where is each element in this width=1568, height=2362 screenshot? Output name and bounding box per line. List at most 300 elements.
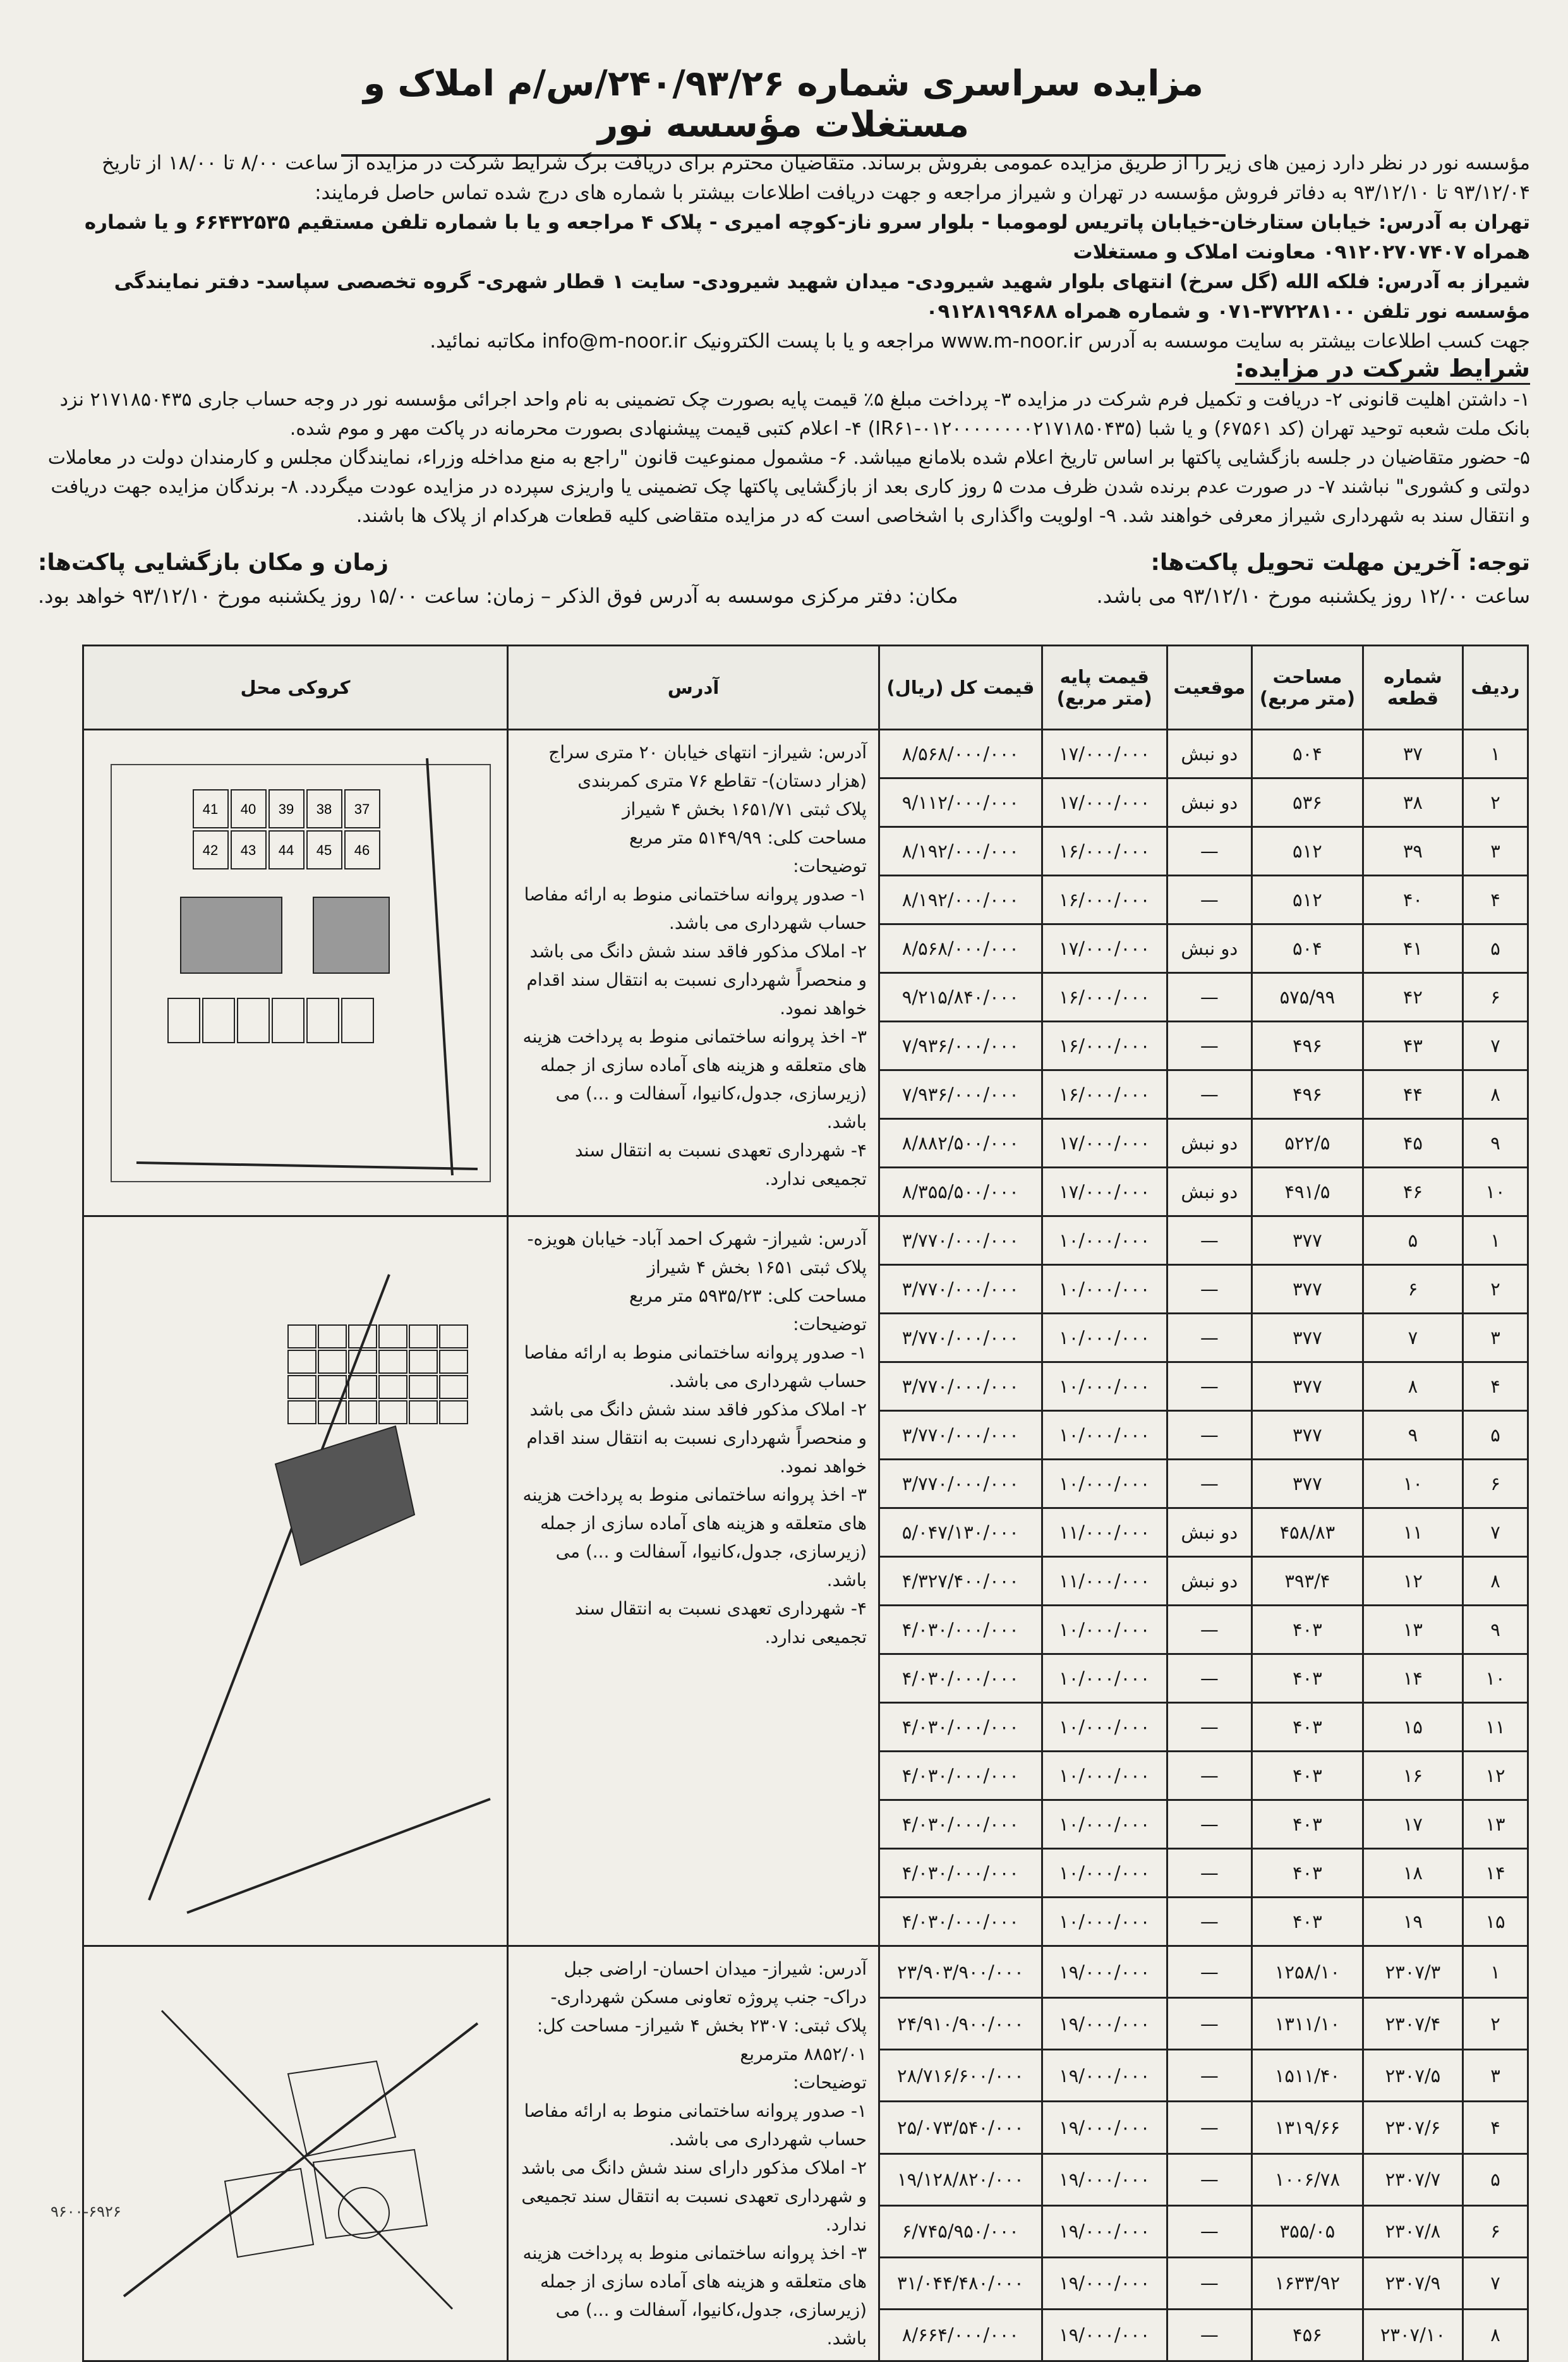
table-cell: — [1167, 1216, 1251, 1265]
table-cell: ۴۹۱/۵ [1251, 1168, 1363, 1216]
table-cell: ۱۹ [1363, 1898, 1462, 1946]
table-cell: ۸/۸۸۲/۵۰۰/۰۰۰ [879, 1119, 1042, 1168]
table-cell: ۶ [1462, 2205, 1528, 2257]
table-cell: ۳۷۷ [1251, 1460, 1363, 1508]
table-cell: ۷ [1462, 2257, 1528, 2309]
table-cell: ۱۹/۰۰۰/۰۰۰ [1042, 1998, 1167, 2050]
col-header: آدرس [508, 646, 879, 730]
table-cell: ۹/۱۱۲/۰۰۰/۰۰۰ [879, 778, 1042, 827]
table-cell: ۱۴ [1363, 1654, 1462, 1703]
table-cell: ۴/۰۳۰/۰۰۰/۰۰۰ [879, 1654, 1042, 1703]
table-cell: ۲ [1462, 778, 1528, 827]
col-header: قیمت کل (ریال) [879, 646, 1042, 730]
table-cell: — [1167, 2102, 1251, 2153]
address-cell [508, 730, 879, 1216]
map-plot [342, 998, 373, 1043]
site-sketch-map [99, 1973, 503, 2334]
sketch-cell [83, 730, 508, 1216]
sketch-cell [83, 1946, 508, 2361]
table-cell: ۴۰۳ [1251, 1752, 1363, 1800]
table-cell: ۳ [1462, 2050, 1528, 2102]
col-header: قیمت پایه (متر مربع) [1042, 646, 1167, 730]
table-cell: ۱۰/۰۰۰/۰۰۰ [1042, 1898, 1167, 1946]
table-cell: ۵ [1462, 2153, 1528, 2205]
table-cell: ۱۰/۰۰۰/۰۰۰ [1042, 1654, 1167, 1703]
address-line: ۴- شهرداری تعهدی نسبت به انتقال سند تجمیعی ندارد. [574, 1598, 867, 1647]
address-line: ۳- اخذ پروانه ساختمانی منوط به پرداخت هزینه های متعلقه و هزینه های آماده سازی از جمله (زیرسازی، جدول،کانیوا، آسفالت و ...) می باشد. [522, 1026, 867, 1132]
condition-text-2: ۵- حضور متقاضیان در جلسه بازگشایی پاکتها بر اساس تاریخ اعلام شده بلامانع میباشد. ۶- مشمول ممنوعیت قانون "راجع به منع مداخله وزراء، نمایندگان مجلس و کارمندان دولت در معاملات دولتی و کشوری" نباشند ۷- در صورت عدم برنده شدن ظرف مدت ۵ روز کاری بعد از بازگشایی پاکتها چک تضمینی یا واریزی سپرده در مزایده عودت میگردد. ۸- برندگان مزایده جهت دریافت و انتقال سند به شهرداری شیراز معرفی خواهند شد. ۹- اولویت واگذاری با اشخاصی است که در مزایده متقاضی کلیه قطعات هرکدام از پلاک ها باشند. [47, 447, 1530, 527]
table-cell: ۱۲ [1363, 1557, 1462, 1606]
table-cell: دو نبش [1167, 1168, 1251, 1216]
table-cell: ۳۹۳/۴ [1251, 1557, 1363, 1606]
table-cell: ۷/۹۳۶/۰۰۰/۰۰۰ [879, 1070, 1042, 1119]
table-cell: ۲۸/۷۱۶/۶۰۰/۰۰۰ [879, 2050, 1042, 2102]
table-cell: — [1167, 1411, 1251, 1460]
table-cell: ۶/۷۴۵/۹۵۰/۰۰۰ [879, 2205, 1042, 2257]
table-cell: ۱۶/۰۰۰/۰۰۰ [1042, 827, 1167, 876]
table-cell: ۸ [1462, 1070, 1528, 1119]
map-plot [168, 998, 200, 1043]
address-line: ۲- املاک مذکور دارای سند شش دانگ می باشد و شهرداری تعهدی نسبت به انتقال سند تجمیعی ندارد. [521, 2157, 867, 2235]
table-cell: ۱۹/۰۰۰/۰۰۰ [1042, 1946, 1167, 1998]
table-cell: ۵۱۲ [1251, 827, 1363, 876]
table-cell: — [1167, 2257, 1251, 2309]
table-cell: ۱۰ [1462, 1654, 1528, 1703]
map-road [124, 2023, 478, 2296]
table-cell: ۱۱ [1462, 1703, 1528, 1752]
map-plot [225, 2169, 313, 2257]
notice-label: توجه: آخرین مهلت تحویل پاکت‌ها: [1150, 550, 1530, 576]
map-plot [272, 998, 304, 1043]
table-cell: ۱۹/۰۰۰/۰۰۰ [1042, 2102, 1167, 2153]
map-plot [440, 1325, 467, 1348]
map-plot [409, 1401, 437, 1424]
table-cell: ۴/۰۳۰/۰۰۰/۰۰۰ [879, 1800, 1042, 1849]
table-cell: ۱۵ [1462, 1898, 1528, 1946]
table-cell: ۴۰۳ [1251, 1849, 1363, 1898]
table-cell: — [1167, 1800, 1251, 1849]
opening-title: زمان و مکان بازگشایی پاکت‌ها: [38, 550, 389, 576]
map-plot-label: 38 [316, 801, 332, 817]
opening-text: مکان: دفتر مرکزی موسسه به آدرس فوق الذکر – زمان: ساعت ۱۵/۰۰ روز یکشنبه مورخ ۹۳/۱۲/۱۰ خواهد بود. [38, 584, 958, 608]
table-cell: ۱۰/۰۰۰/۰۰۰ [1042, 1265, 1167, 1314]
table-cell: ۴۴ [1363, 1070, 1462, 1119]
table-header-row [83, 646, 1528, 730]
table-cell: ۱۴ [1462, 1849, 1528, 1898]
address-line: ۴- شهرداری تعهدی نسبت به انتقال سند تجمیعی ندارد. [574, 1140, 867, 1189]
table-cell: ۴۵۸/۸۳ [1251, 1508, 1363, 1557]
table-cell: ۱۱/۰۰۰/۰۰۰ [1042, 1508, 1167, 1557]
table-cell: — [1167, 1460, 1251, 1508]
table-cell: ۲۳۰۷/۱۰ [1363, 2309, 1462, 2361]
table-cell: ۴۹۶ [1251, 1022, 1363, 1070]
map-plot [409, 1376, 437, 1398]
map-plot-label: 46 [354, 842, 370, 858]
table-cell: ۴۲ [1363, 973, 1462, 1022]
table-cell: ۴۳ [1363, 1022, 1462, 1070]
table-cell: — [1167, 1362, 1251, 1411]
site-info: جهت کسب اطلاعات بیشتر به سایت موسسه به آدرس www.m-noor.ir مراجعه و یا با پست الکترونیک info@m-noor.ir مکاتبه نمائید. [430, 330, 1530, 353]
map-road [136, 1163, 478, 1169]
tehran-address: تهران به آدرس: خیابان ستارخان-خیابان پاتریس لومومبا - بلوار سرو ناز-کوچه امیری - پلاک ۴ مراجعه و یا با شماره تلفن مستقیم ۶۶۴۳۲۵۳۵ و یا شماره همراه ۰۹۱۲۰۲۷۰۷۴۰۷ معاونت املاک و مستغلات [84, 211, 1530, 263]
table-cell: — [1167, 1265, 1251, 1314]
table-cell: ۳/۷۷۰/۰۰۰/۰۰۰ [879, 1362, 1042, 1411]
footer-code: ۹۶۰۰-۶۹۲۶ [51, 2203, 121, 2220]
table-cell: ۲۳/۹۰۳/۹۰۰/۰۰۰ [879, 1946, 1042, 1998]
map-plot [203, 998, 234, 1043]
table-cell: ۳۵۵/۰۵ [1251, 2205, 1363, 2257]
table-cell: — [1167, 876, 1251, 924]
table-cell: ۱۷/۰۰۰/۰۰۰ [1042, 778, 1167, 827]
table-cell: ۶ [1462, 1460, 1528, 1508]
table-cell: ۸ [1462, 1557, 1528, 1606]
table-cell: ۱۰/۰۰۰/۰۰۰ [1042, 1800, 1167, 1849]
address-line: توضیحات: [793, 2072, 867, 2093]
table-cell: ۱۵ [1363, 1703, 1462, 1752]
address-line: پلاک ثبتی ۱۶۵۱ بخش ۴ شیراز [647, 1257, 867, 1278]
table-cell: دو نبش [1167, 730, 1251, 778]
table-cell: ۷ [1363, 1314, 1462, 1362]
table-cell: — [1167, 973, 1251, 1022]
condition-text-1: ۱- داشتن اهلیت قانونی ۲- دریافت و تکمیل فرم شرکت در مزایده ۳- پرداخت مبلغ ۵٪ قیمت پایه بصورت چک تضمینی به نام واحد اجرائی مؤسسه نور در وجه حساب جاری ۲۱۷۱۸۵۰۴۳۵ نزد بانک ملت شعبه توحید تهران (کد ۶۷۵۶۱) و یا شبا (IR۶۱-۰۱۲۰۰۰۰۰۰۰۰۲۱۷۱۸۵۰۴۳۵) ۴- اعلام کتبی قیمت پیشنهادی بصورت محرمانه در پاکت مهر و موم شده. [59, 389, 1530, 440]
table-cell: ۸ [1363, 1362, 1462, 1411]
table-cell: ۱۱ [1363, 1508, 1462, 1557]
map-hatched-block [181, 897, 282, 973]
conditions-heading: شرایط شرکت در مزایده: [1235, 354, 1530, 385]
table-cell: ۱۳۱۹/۶۶ [1251, 2102, 1363, 2153]
table-cell: ۳۷۷ [1251, 1314, 1363, 1362]
address-line: ۱- صدور پروانه ساختمانی منوط به ارائه مفاصا حساب شهرداری می باشد. [524, 2100, 867, 2150]
table-cell: ۴۰۳ [1251, 1654, 1363, 1703]
site-sketch-map [99, 1237, 503, 1925]
table-cell: ۵۱۲ [1251, 876, 1363, 924]
table-cell: ۱ [1462, 730, 1528, 778]
table-cell: ۱۰ [1363, 1460, 1462, 1508]
table-cell: ۱۰/۰۰۰/۰۰۰ [1042, 1460, 1167, 1508]
table-cell: ۱۰/۰۰۰/۰۰۰ [1042, 1362, 1167, 1411]
address-line: توضیحات: [793, 1314, 867, 1335]
table-cell: ۳۸ [1363, 778, 1462, 827]
address-line: مساحت کلی: ۵۹۳۵/۲۳ متر مربع [629, 1285, 867, 1306]
map-plot [288, 1376, 316, 1398]
map-plot-label: 40 [240, 801, 256, 817]
table-cell: ۵ [1462, 924, 1528, 973]
table-cell: ۱۶/۰۰۰/۰۰۰ [1042, 876, 1167, 924]
table-cell: دو نبش [1167, 1508, 1251, 1557]
map-plot [409, 1325, 437, 1348]
map-plot [288, 1325, 316, 1348]
table-cell: — [1167, 1946, 1251, 1998]
table-cell: ۳۹ [1363, 827, 1462, 876]
table-cell: ۸/۶۶۴/۰۰۰/۰۰۰ [879, 2309, 1042, 2361]
table-cell: ۳/۷۷۰/۰۰۰/۰۰۰ [879, 1460, 1042, 1508]
map-plot-label: 44 [278, 842, 294, 858]
table-cell: ۶ [1363, 1265, 1462, 1314]
table-cell: ۳/۷۷۰/۰۰۰/۰۰۰ [879, 1216, 1042, 1265]
table-cell: ۵۷۵/۹۹ [1251, 973, 1363, 1022]
table-cell: ۶ [1462, 973, 1528, 1022]
table-cell: ۱۰/۰۰۰/۰۰۰ [1042, 1606, 1167, 1654]
deadline-text: ساعت ۱۲/۰۰ روز یکشنبه مورخ ۹۳/۱۲/۱۰ می باشد. [1096, 584, 1530, 608]
table-cell: ۳ [1462, 827, 1528, 876]
table-cell: ۱۹/۰۰۰/۰۰۰ [1042, 2153, 1167, 2205]
map-plot [318, 1325, 346, 1348]
address-line: توضیحات: [793, 856, 867, 876]
address-cell [508, 1216, 879, 1946]
map-plot [440, 1376, 467, 1398]
table-cell: ۱۶۳۳/۹۲ [1251, 2257, 1363, 2309]
table-cell: ۱۳۱۱/۱۰ [1251, 1998, 1363, 2050]
table-cell: — [1167, 2205, 1251, 2257]
table-cell: ۴۹۶ [1251, 1070, 1363, 1119]
table-cell: ۱ [1462, 1216, 1528, 1265]
map-road [149, 1275, 389, 1900]
table-cell: ۱۹/۰۰۰/۰۰۰ [1042, 2205, 1167, 2257]
table-cell: ۴ [1462, 876, 1528, 924]
table-cell: ۸/۵۶۸/۰۰۰/۰۰۰ [879, 924, 1042, 973]
table-cell: — [1167, 2309, 1251, 2361]
table-cell: — [1167, 1606, 1251, 1654]
table-cell: ۱۷/۰۰۰/۰۰۰ [1042, 730, 1167, 778]
table-row [83, 1946, 1528, 1998]
address-line: آدرس: شیراز- میدان احسان- اراضی جبل دراک- جنب پروژه تعاونی مسکن شهرداری- پلاک ثبتی: ۲۳۰۷ بخش ۴ شیراز- مساحت کل: ۸۸۵۲/۰۱ مترمربع [536, 1958, 867, 2064]
table-cell: — [1167, 1849, 1251, 1898]
address-line: ۱- صدور پروانه ساختمانی منوط به ارائه مفاصا حساب شهرداری می باشد. [524, 1342, 867, 1391]
address-line: ۱- صدور پروانه ساختمانی منوط به ارائه مفاصا حساب شهرداری می باشد. [524, 884, 867, 933]
table-cell: ۱۲۵۸/۱۰ [1251, 1946, 1363, 1998]
table-cell: — [1167, 2050, 1251, 2102]
table-cell: ۳۷۷ [1251, 1362, 1363, 1411]
table-cell: ۱۰/۰۰۰/۰۰۰ [1042, 1411, 1167, 1460]
map-plot [349, 1401, 377, 1424]
table-cell: ۱۰ [1462, 1168, 1528, 1216]
table-cell: ۸/۳۵۵/۵۰۰/۰۰۰ [879, 1168, 1042, 1216]
table-cell: ۸ [1462, 2309, 1528, 2361]
table-cell: ۸/۱۹۲/۰۰۰/۰۰۰ [879, 827, 1042, 876]
shiraz-address: شیراز به آدرس: فلکه الله (گل سرخ) انتهای بلوار شهید شیرودی- میدان شهید شیرودی- سایت ۱ قطار شهری- گروه تخصصی سپاسد- دفتر نمایندگی مؤسسه نور تلفن ۳۷۲۲۸۱۰۰-۰۷۱ و شماره همراه ۰۹۱۲۸۱۹۹۶۸۸ [114, 270, 1530, 323]
table-cell: ۱۶/۰۰۰/۰۰۰ [1042, 1070, 1167, 1119]
table-cell: ۳۷۷ [1251, 1216, 1363, 1265]
table-row [83, 1216, 1528, 1265]
table-cell: ۵۰۴ [1251, 730, 1363, 778]
table-cell: ۴۱ [1363, 924, 1462, 973]
intro-paragraph: مؤسسه نور در نظر دارد زمین های زیر را از طریق مزایده عمومی بفروش برساند. متقاضیان محترم برای دریافت برگ شرایط شرکت در مزایده از ساعت ۸/۰۰ تا ۱۸/۰۰ از تاریخ ۹۳/۱۲/۰۴ تا ۹۳/۱۲/۱۰ به دفاتر فروش مؤسسه در تهران و شیراز مراجعه و جهت دریافت اطلاعات بیشتر با شماره های درج شده تماس حاصل فرمایند: [102, 152, 1530, 204]
table-cell: ۱۹/۱۲۸/۸۲۰/۰۰۰ [879, 2153, 1042, 2205]
address-line: مساحت کلی: ۵۱۴۹/۹۹ متر مربع [629, 827, 867, 848]
map-plot [307, 998, 339, 1043]
table-cell: ۴۵۶ [1251, 2309, 1363, 2361]
address-line: آدرس: شیراز- شهرک احمد آباد- خیابان هویزه- [527, 1228, 867, 1249]
table-cell: ۹/۲۱۵/۸۴۰/۰۰۰ [879, 973, 1042, 1022]
notice-section [38, 547, 1530, 612]
map-hatched-block [313, 897, 389, 973]
map-plot [288, 2061, 395, 2156]
table-cell: ۴/۰۳۰/۰۰۰/۰۰۰ [879, 1849, 1042, 1898]
table-cell: ۵ [1363, 1216, 1462, 1265]
table-cell: ۱۲ [1462, 1752, 1528, 1800]
table-cell: ۱۵۱۱/۴۰ [1251, 2050, 1363, 2102]
table-cell: ۵/۰۴۷/۱۳۰/۰۰۰ [879, 1508, 1042, 1557]
table-cell: — [1167, 1998, 1251, 2050]
table-cell: — [1167, 827, 1251, 876]
table-cell: ۴ [1462, 2102, 1528, 2153]
table-cell: ۱۰/۰۰۰/۰۰۰ [1042, 1216, 1167, 1265]
col-header: ردیف [1462, 646, 1528, 730]
address-line: ۲- املاک مذکور فاقد سند شش دانگ می باشد و منحصراً شهرداری نسبت به انتقال سند اقدام خواهد نمود. [526, 941, 867, 1019]
map-road [187, 1799, 490, 1913]
table-cell: ۳ [1462, 1314, 1528, 1362]
table-cell: دو نبش [1167, 1119, 1251, 1168]
table-cell: ۵۰۴ [1251, 924, 1363, 973]
col-header: شماره قطعه [1363, 646, 1462, 730]
map-plot-label: 39 [278, 801, 294, 817]
table-cell: ۱۶ [1363, 1752, 1462, 1800]
table-cell: ۳/۷۷۰/۰۰۰/۰۰۰ [879, 1265, 1042, 1314]
table-cell: ۸/۱۹۲/۰۰۰/۰۰۰ [879, 876, 1042, 924]
sketch-cell [83, 1216, 508, 1946]
table-cell: ۴/۰۳۰/۰۰۰/۰۰۰ [879, 1898, 1042, 1946]
table-cell: ۱۶/۰۰۰/۰۰۰ [1042, 1022, 1167, 1070]
table-cell: ۸/۵۶۸/۰۰۰/۰۰۰ [879, 730, 1042, 778]
table-cell: ۲ [1462, 1998, 1528, 2050]
table-cell: ۴۰۳ [1251, 1800, 1363, 1849]
table-cell: ۱۹/۰۰۰/۰۰۰ [1042, 2309, 1167, 2361]
table-cell: ۳/۷۷۰/۰۰۰/۰۰۰ [879, 1314, 1042, 1362]
table-cell: ۱۳ [1363, 1606, 1462, 1654]
table-cell: ۴/۰۳۰/۰۰۰/۰۰۰ [879, 1703, 1042, 1752]
table-cell: ۲۳۰۷/۳ [1363, 1946, 1462, 1998]
table-cell: ۳/۷۷۰/۰۰۰/۰۰۰ [879, 1411, 1042, 1460]
map-plot-label: 41 [202, 801, 219, 817]
table-cell: ۴ [1462, 1362, 1528, 1411]
map-plot [440, 1401, 467, 1424]
map-plot-label: 45 [316, 842, 332, 858]
table-cell: — [1167, 1752, 1251, 1800]
table-cell: ۱۳ [1462, 1800, 1528, 1849]
table-cell: — [1167, 1703, 1251, 1752]
auction-table [82, 645, 1529, 2362]
table-cell: ۱۹/۰۰۰/۰۰۰ [1042, 2257, 1167, 2309]
page-title: مزایده سراسری شماره ۲۴۰/۹۳/۲۶/س/م املاک و مستغلات مؤسسه نور [341, 63, 1226, 157]
col-header: مساحت (متر مربع) [1251, 646, 1363, 730]
table-cell: ۲۳۰۷/۸ [1363, 2205, 1462, 2257]
map-plot-label: 43 [240, 842, 256, 858]
table-cell: ۳۱/۰۴۴/۴۸۰/۰۰۰ [879, 2257, 1042, 2309]
table-cell: ۷/۹۳۶/۰۰۰/۰۰۰ [879, 1022, 1042, 1070]
table-cell: ۲۳۰۷/۵ [1363, 2050, 1462, 2102]
map-plot [379, 1376, 407, 1398]
table-cell: ۵۳۶ [1251, 778, 1363, 827]
address-line: پلاک ثبتی ۱۶۵۱/۷۱ بخش ۴ شیراز [622, 799, 867, 820]
intro-section [38, 148, 1530, 356]
table-cell: ۴/۳۲۷/۴۰۰/۰۰۰ [879, 1557, 1042, 1606]
table-cell: ۲۴/۹۱۰/۹۰۰/۰۰۰ [879, 1998, 1042, 2050]
table-cell: ۱۷/۰۰۰/۰۰۰ [1042, 924, 1167, 973]
table-cell: ۴/۰۳۰/۰۰۰/۰۰۰ [879, 1752, 1042, 1800]
map-road [162, 2011, 452, 2309]
table-cell: — [1167, 1022, 1251, 1070]
table-cell: دو نبش [1167, 778, 1251, 827]
map-roundabout [339, 2188, 389, 2238]
map-plot [379, 1325, 407, 1348]
table-cell: ۱۶/۰۰۰/۰۰۰ [1042, 973, 1167, 1022]
table-cell: ۱۷/۰۰۰/۰۰۰ [1042, 1119, 1167, 1168]
table-cell: ۱۱/۰۰۰/۰۰۰ [1042, 1557, 1167, 1606]
table-cell: ۱۹/۰۰۰/۰۰۰ [1042, 2050, 1167, 2102]
table-cell: ۵ [1462, 1411, 1528, 1460]
table-cell: ۴/۰۳۰/۰۰۰/۰۰۰ [879, 1606, 1042, 1654]
map-plot [288, 1350, 316, 1373]
address-line: آدرس: شیراز- انتهای خیابان ۲۰ متری سراج (هزار دستان)- تقاطع ۷۶ متری کمربندی [548, 742, 867, 791]
table-cell: ۲۳۰۷/۴ [1363, 1998, 1462, 2050]
table-cell: ۱۰۰۶/۷۸ [1251, 2153, 1363, 2205]
table-cell: — [1167, 1070, 1251, 1119]
map-plot [318, 1350, 346, 1373]
table-cell: ۱۷/۰۰۰/۰۰۰ [1042, 1168, 1167, 1216]
table-cell: ۲۳۰۷/۹ [1363, 2257, 1462, 2309]
address-line: ۳- اخذ پروانه ساختمانی منوط به پرداخت هزینه های متعلقه و هزینه های آماده سازی از جمله (زیرسازی، جدول،کانیوا، آسفالت و ...) می باشد. [522, 1484, 867, 1590]
address-line: ۳- اخذ پروانه ساختمانی منوط به پرداخت هزینه های متعلقه و هزینه های آماده سازی از جمله (زیرسازی، جدول،کانیوا، آسفالت و ...) می باشد. [522, 2243, 867, 2349]
table-cell: ۲ [1462, 1265, 1528, 1314]
table-cell: ۳۷۷ [1251, 1265, 1363, 1314]
table-cell: ۲۳۰۷/۶ [1363, 2102, 1462, 2153]
map-plot [409, 1350, 437, 1373]
table-cell: ۳۷۷ [1251, 1411, 1363, 1460]
map-plot [288, 1401, 316, 1424]
site-sketch-map [99, 746, 503, 1201]
table-cell: — [1167, 2153, 1251, 2205]
table-cell: ۴۰ [1363, 876, 1462, 924]
map-plot-label: 42 [202, 842, 219, 858]
table-cell: ۴۰۳ [1251, 1703, 1363, 1752]
map-plot [349, 1376, 377, 1398]
table-cell: — [1167, 1654, 1251, 1703]
table-cell: — [1167, 1314, 1251, 1362]
map-plot [379, 1350, 407, 1373]
address-cell [508, 1946, 879, 2361]
table-cell: ۱۰/۰۰۰/۰۰۰ [1042, 1849, 1167, 1898]
table-cell: ۱۰/۰۰۰/۰۰۰ [1042, 1314, 1167, 1362]
table-cell: ۳۷ [1363, 730, 1462, 778]
table-cell: ۴۰۳ [1251, 1898, 1363, 1946]
table-body [83, 730, 1528, 2361]
table-cell: ۷ [1462, 1508, 1528, 1557]
table-cell: ۹ [1363, 1411, 1462, 1460]
table-cell: ۱۷ [1363, 1800, 1462, 1849]
table-cell: ۵۲۲/۵ [1251, 1119, 1363, 1168]
table-cell: ۱۸ [1363, 1849, 1462, 1898]
table-cell: ۱۰/۰۰۰/۰۰۰ [1042, 1752, 1167, 1800]
table-cell: ۲۳۰۷/۷ [1363, 2153, 1462, 2205]
table-cell: دو نبش [1167, 924, 1251, 973]
conditions-section [38, 354, 1530, 531]
table-cell: ۴۶ [1363, 1168, 1462, 1216]
map-plot [379, 1401, 407, 1424]
table-cell: — [1167, 1898, 1251, 1946]
table-cell: ۲۵/۰۷۳/۵۴۰/۰۰۰ [879, 2102, 1042, 2153]
map-green-area [275, 1426, 414, 1565]
col-header: موقعیت [1167, 646, 1251, 730]
table-cell: ۴۰۳ [1251, 1606, 1363, 1654]
table-row [83, 730, 1528, 778]
table-cell: ۱۰/۰۰۰/۰۰۰ [1042, 1703, 1167, 1752]
address-line: ۲- املاک مذکور فاقد سند شش دانگ می باشد و منحصراً شهرداری نسبت به انتقال سند اقدام خواهد نمود. [526, 1399, 867, 1477]
table-cell: ۹ [1462, 1606, 1528, 1654]
table-cell: دو نبش [1167, 1557, 1251, 1606]
map-plot [238, 998, 269, 1043]
table-cell: ۱ [1462, 1946, 1528, 1998]
col-header: کروکی محل [83, 646, 508, 730]
